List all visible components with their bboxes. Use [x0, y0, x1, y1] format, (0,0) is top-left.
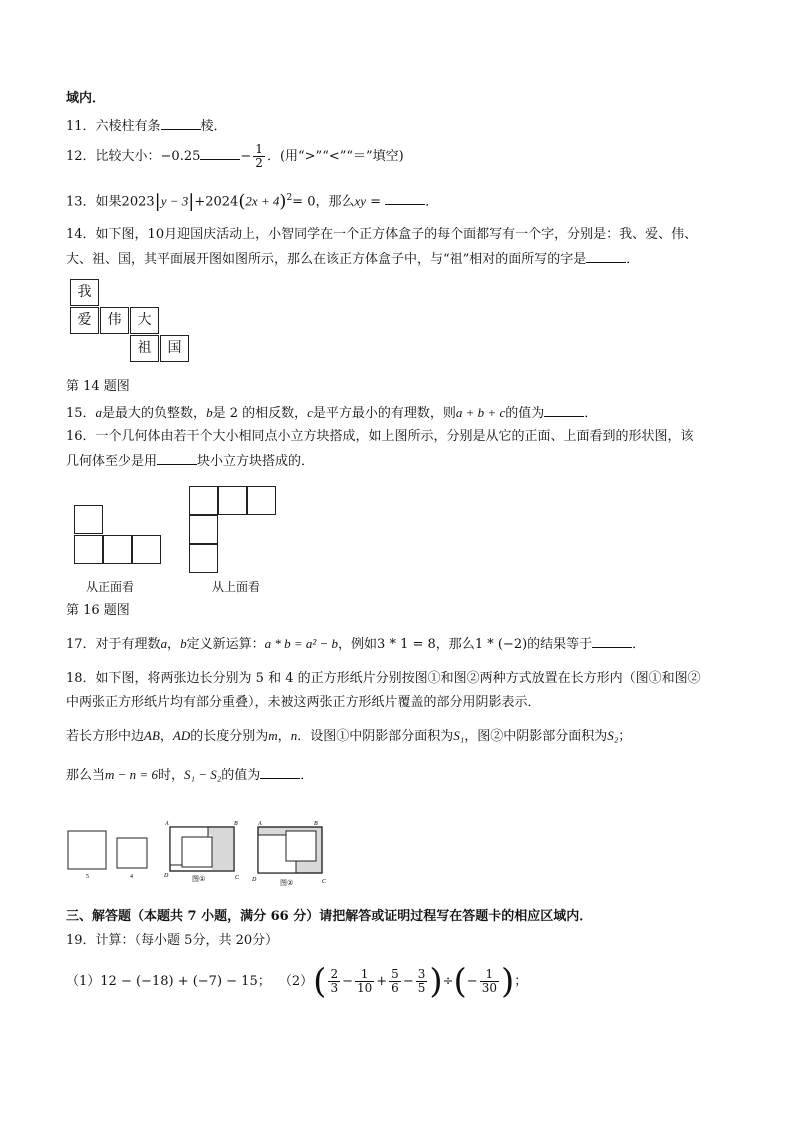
q13-abs-left: |	[154, 190, 161, 212]
q13-answer-blank[interactable]	[385, 192, 425, 205]
net-cell-da: 大	[130, 307, 159, 334]
q16-answer-blank[interactable]	[157, 452, 197, 465]
fig1-square-4	[182, 837, 212, 867]
front-view-square	[74, 505, 103, 534]
top-view-square	[189, 515, 218, 544]
q19-op-div: ÷	[442, 974, 454, 989]
q19-f4-num: 3	[417, 967, 426, 981]
fig1-label-C: C	[235, 875, 240, 881]
top-view-square	[189, 544, 218, 573]
label-five: 5	[86, 874, 89, 880]
q15-answer-blank[interactable]	[544, 404, 584, 417]
q19-paren2-open: (	[453, 961, 467, 1002]
question-18-line3: 若长方形中边AB，AD的长度分别为m，n．设图①中阴影部分面积为S₁，图②中阴影部分面积为S₂；	[66, 728, 632, 744]
q19-p1-end: ；	[257, 974, 271, 989]
q18-figure	[62, 815, 332, 890]
q15-c: c	[307, 405, 313, 420]
q13-text-a: 13．如果2023	[66, 194, 155, 210]
q12-fraction	[253, 143, 265, 170]
q13-paren-inner: 2x + 4	[245, 193, 280, 209]
q18-l4-c: 的值为	[221, 768, 261, 783]
q11-text-b: 棱．	[200, 119, 227, 134]
net-cell-wo: 我	[70, 279, 99, 306]
q15-t1: 是最大的负整数，	[102, 406, 207, 421]
q14-answer-blank[interactable]	[586, 250, 626, 263]
square-5	[68, 831, 106, 869]
q18-cond: m − n = 6	[105, 767, 158, 782]
top-view-square	[189, 486, 218, 515]
q15-end: ．	[584, 406, 598, 421]
net-cell-wei: 伟	[100, 307, 129, 334]
net-cell-zu: 祖	[130, 335, 159, 362]
q16-line2-a: 几何体至少是用	[66, 454, 158, 469]
fig1-label-D: D	[164, 873, 169, 879]
q19-op-minus-1: −	[342, 974, 353, 989]
question-12	[66, 143, 404, 171]
q19-f3-den: 6	[391, 981, 399, 995]
q16-caption: 第 16 题图	[66, 603, 130, 618]
q12-frac-den: 2	[255, 156, 263, 170]
q13-exponent: 2	[286, 193, 293, 203]
net-cell-ai: 爱	[70, 307, 99, 334]
q18-answer-blank[interactable]	[260, 766, 300, 779]
cube-net-figure	[70, 279, 195, 369]
q18-l3-c: ．设图①中阴影部分面积为	[297, 729, 454, 744]
question-11	[66, 117, 227, 136]
square-4	[117, 838, 147, 868]
q12-minus: −	[240, 149, 252, 164]
top-view-figure	[189, 486, 279, 576]
q19-op-plus: +	[376, 974, 388, 989]
q19-frac-3	[389, 968, 401, 995]
q18-s2: S₂	[607, 728, 619, 743]
question-19-parts	[66, 960, 527, 1004]
q17-t1: 定义新运算：	[186, 637, 265, 652]
q18-l4-a: 那么当	[66, 768, 106, 783]
q15-expr: a + b + c	[455, 405, 506, 420]
q13-abs-inner: y − 3	[160, 193, 189, 209]
q11-text-a: 11．六棱柱有条	[66, 119, 161, 134]
fig2-label-B: B	[314, 821, 318, 827]
q17-t2: ，例如	[338, 637, 378, 652]
q17-b: b	[180, 636, 187, 651]
q14-caption: 第 14 题图	[66, 379, 130, 394]
q17-t3: ，那么	[435, 637, 475, 652]
question-14-line1: 14．如下图，10月迎国庆活动上，小智同学在一个正方体盒子的每个面都写有一个字，分别是：我、爱、伟、	[66, 227, 698, 242]
question-16-line1: 16．一个几何体由若干个大小相同点小立方块搭成，如上图所示，分别是从它的正面、上面看到的形状图，该	[66, 429, 694, 444]
q19-f2-num: 1	[355, 968, 374, 982]
q19-f5-num: 1	[480, 968, 499, 982]
top-view-square	[247, 486, 276, 515]
q13-text-mid: +2024	[194, 194, 239, 210]
q12-frac-num: 1	[255, 142, 263, 156]
q18-l3-b: 的长度分别为	[190, 729, 269, 744]
q19-p1-label: （1）	[66, 974, 101, 989]
fig1-label-B: B	[234, 821, 238, 827]
front-view-square	[103, 535, 132, 564]
top-view-square	[218, 486, 247, 515]
question-15	[66, 404, 597, 423]
fig1-label-A: A	[165, 821, 169, 827]
q19-paren2-close: )	[500, 961, 515, 1002]
front-view-label: 从正面看	[86, 580, 135, 594]
front-view-figure	[74, 505, 164, 567]
q14-line2-text: 大、祖、国，其平面展开图如图所示，那么在该正方体盒子中，与“祖”相对的面所写的字是	[66, 252, 587, 267]
q19-p1-expr: 12 − (−18) + (−7) − 15	[100, 974, 258, 989]
q17-def: a * b = a² − b	[264, 636, 339, 651]
q15-a: a	[95, 405, 103, 420]
q13-eq: =	[366, 194, 386, 210]
q12-text-b: ．(用“>”“<”“＝”填空)	[266, 149, 404, 164]
section-3-heading: 三、解答题（本题共 7 小题，满分 66 分）请把解答或证明过程写在答题卡的相应区域内．	[66, 909, 593, 924]
q17-a: a	[160, 636, 168, 651]
q19-f4-den: 5	[417, 981, 426, 995]
q19-paren-close: )	[429, 961, 443, 1002]
q19-paren-open: (	[313, 961, 327, 1002]
q19-p2-label: （2）	[278, 974, 314, 989]
q17-example: 3 * 1 = 8	[377, 637, 436, 652]
q18-n: n	[290, 728, 298, 743]
q15-t3: 是平方最小的有理数，则	[312, 406, 456, 421]
q12-text-a: 12．比较大小：−0.25	[66, 149, 201, 164]
q19-frac-2	[355, 968, 374, 995]
question-18-line4	[66, 766, 313, 785]
question-14-line2	[66, 250, 639, 269]
question-18-line2: 中两张正方形纸片均有部分重叠），未被这两张正方形纸片覆盖的部分用阴影表示．	[66, 695, 541, 710]
q16-line2-b: 块小立方块搭成的．	[197, 454, 315, 469]
fig2-label-A: A	[258, 821, 262, 827]
top-view-label: 从上面看	[212, 580, 261, 594]
q17-sep: ，	[167, 637, 181, 652]
q18-diff: S₁ − S₂	[183, 767, 222, 782]
q19-frac-5	[480, 968, 499, 995]
q19-op-minus-3: −	[466, 974, 478, 989]
question-19-title: 19．计算：（每小题 5分，共 20分）	[66, 933, 279, 948]
q17-end: ．	[632, 637, 646, 652]
question-13	[66, 187, 438, 213]
question-16-line2	[66, 452, 314, 471]
q19-f2-den: 10	[356, 981, 373, 995]
q19-frac-1	[328, 968, 340, 995]
q15-text-a: 15．	[66, 406, 96, 421]
front-view-square	[74, 535, 103, 564]
q17-text-a: 17．对于有理数	[66, 637, 161, 652]
question-17	[66, 635, 645, 654]
q18-l3-a: 若长方形中边	[66, 729, 145, 744]
q14-end: ．	[626, 252, 640, 267]
fig2-caption: 图②	[280, 879, 294, 887]
q19-p2-end: ；	[514, 974, 528, 989]
q18-l3-d: ，图②中阴影部分面积为	[464, 729, 608, 744]
net-cell-guo: 国	[160, 335, 189, 362]
q17-answer-blank[interactable]	[592, 635, 632, 648]
q18-ad: AD	[172, 728, 191, 743]
q18-s1: S₁	[453, 728, 465, 743]
q18-l3-e: ；	[618, 729, 632, 744]
q19-f5-den: 30	[481, 981, 497, 995]
q12-answer-blank[interactable]	[200, 147, 240, 160]
q10-tail: 域内．	[66, 91, 106, 106]
q19-f3-num: 5	[391, 967, 399, 981]
q19-f1-den: 3	[330, 981, 339, 995]
q13-xy: xy	[354, 193, 367, 209]
q13-text-b: = 0，那么	[292, 194, 355, 210]
q13-paren-open: (	[238, 190, 246, 212]
front-view-square	[132, 535, 161, 564]
q19-op-minus-2: −	[402, 974, 414, 989]
fig1-caption: 图①	[192, 875, 206, 883]
q15-t4: 的值为	[505, 406, 545, 421]
q13-paren-close: )	[279, 190, 287, 212]
q13-end: ．	[425, 194, 439, 210]
q15-b: b	[206, 405, 213, 420]
q13-abs-right: |	[188, 190, 195, 212]
q19-f1-num: 2	[330, 967, 339, 981]
fig2-label-D: D	[252, 877, 257, 883]
q19-frac-4	[416, 968, 428, 995]
q11-answer-blank[interactable]	[161, 117, 201, 130]
q15-t2: 是 2 的相反数，	[212, 406, 308, 421]
fig2-label-C: C	[322, 879, 327, 885]
q17-query: 1 * (−2)	[474, 637, 528, 652]
question-18-line1: 18．如下图，将两张边长分别为 5 和 4 的正方形纸片分别按图①和图②两种方式放置在长方形内（图①和图②	[66, 671, 701, 686]
q17-t4: 的结果等于	[527, 637, 593, 652]
q18-ab: AB	[144, 728, 160, 743]
q18-end: ．	[300, 768, 314, 783]
q18-comma: ，	[159, 729, 173, 744]
q18-l4-b: 时，	[157, 768, 184, 783]
q18-m: m	[268, 728, 278, 743]
fig2-square-4	[286, 831, 316, 861]
label-four: 4	[130, 874, 133, 880]
